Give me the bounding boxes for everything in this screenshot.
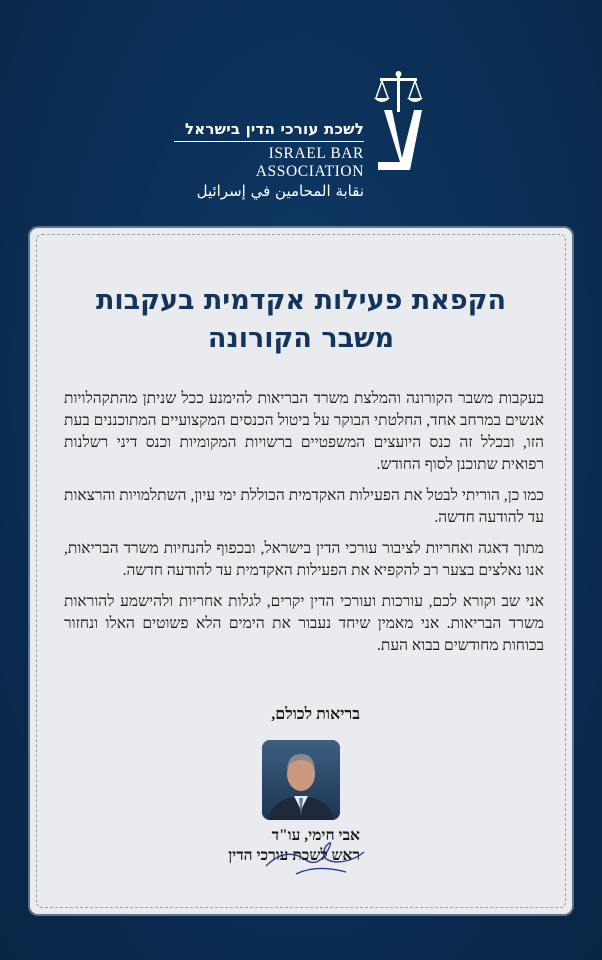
notice-title (70, 282, 532, 358)
signer-name: אבי חימי, עו"ד (271, 827, 360, 844)
title-line-2: משבר הקורונה (207, 323, 395, 354)
body-paragraph-4: אני שב וקורא לכם, עורכות ועורכי הדין יקרים, לגלות אחריות ולהישמע להוראות משרד הבריאות. אני מאמין שיחד נעבור את הימים הלא פשוטים האלו ונחזור בכוחות מחודשים בבוא העת. (64, 593, 544, 654)
logo-arabic-text: نقابة المحامين في إسرائيل (196, 182, 364, 200)
body-paragraph-2: כמו כן, הוריתי לבטל את הפעילות האקדמית הכוללת ימי עיון, השתלמויות והרצאות עד להודעה חדשה. (64, 487, 544, 526)
logo-wordmark (174, 120, 364, 201)
logo-hebrew-text: לשכת עורכי הדין בישראל (185, 120, 364, 138)
signer-portrait (262, 740, 340, 820)
notice-body (64, 388, 544, 666)
title-line-1: הקפאת פעילות אקדמית בעקבות (95, 285, 507, 316)
body-paragraph-3: מתוך דאגה ואחריות לציבור עורכי הדין בישראל, ובכפוף להנחיות משרד הבריאות, אנו נאלצים בצער רב להקפיא את הפעילות האקדמית עד להודעה חדשה. (64, 540, 544, 579)
scales-emblem-icon (370, 70, 426, 180)
portrait-image (262, 740, 340, 820)
notice-card (30, 228, 572, 914)
signer-title: ראש לשכת עורכי הדין (228, 847, 360, 864)
body-paragraph-1: בעקבות משבר הקורונה והמלצת משרד הבריאות להימנע ככל שניתן מהתקהלויות אנשים במרחב אחד, החלטתי הבוקר על ביטול הכנסים המקצועיים המתוכננים בעת הזו, ובכלל זה כנס היועצים המשפטיים ברשויות המקומיות וכנס דיני רשלנות רפואית שתוכנן לסוף החודש. (64, 390, 544, 473)
logo-english-text: ISRAEL BAR ASSOCIATION (255, 145, 364, 180)
closing-greeting: בריאות לכולם, (271, 706, 360, 723)
signer-block (228, 826, 360, 866)
logo-divider (174, 141, 364, 142)
